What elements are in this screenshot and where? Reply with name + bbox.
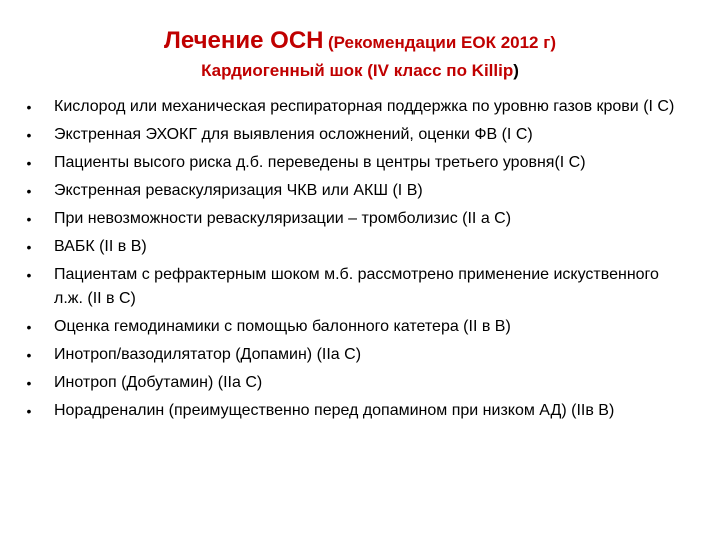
bullet-text: Экстренная реваскуляризация ЧКВ или АКШ (I B) <box>54 182 423 199</box>
bullet-text: Инотроп (Добутамин) (IIa C) <box>54 374 263 391</box>
bullet-icon: • <box>26 403 32 419</box>
slide-title <box>0 26 720 59</box>
bullet-item <box>22 343 682 367</box>
bullet-list <box>22 95 682 427</box>
bullet-icon: • <box>26 347 32 363</box>
bullet-item <box>22 371 682 395</box>
bullet-item <box>22 151 682 175</box>
bullet-icon: • <box>26 267 32 283</box>
bullet-item <box>22 235 682 259</box>
slide-subtitle-close-paren: ) <box>513 61 519 80</box>
bullet-text: Норадреналин (преимущественно перед допамином при низком АД) (IIв B) <box>54 402 615 419</box>
bullet-text: Пациенты высого риска д.б. переведены в центры третьего уровня(I C) <box>54 154 586 171</box>
bullet-text: Инотроп/вазодилятатор (Допамин) (IIa C) <box>54 346 362 363</box>
bullet-icon: • <box>26 319 32 335</box>
bullet-text: Кислород или механическая респираторная поддержка по уровню газов крови (I C) <box>54 98 675 115</box>
bullet-icon: • <box>26 375 32 391</box>
bullet-text: ВАБК (II в B) <box>54 238 147 255</box>
slide-title-main: Лечение ОСН <box>164 27 324 54</box>
bullet-icon: • <box>26 127 32 143</box>
bullet-item <box>22 263 682 311</box>
bullet-icon: • <box>26 211 32 227</box>
bullet-item <box>22 123 682 147</box>
bullet-item <box>22 179 682 203</box>
slide-subtitle <box>0 58 720 84</box>
bullet-icon: • <box>26 239 32 255</box>
bullet-text: Пациентам с рефрактерным шоком м.б. рассмотрено применение искуственного л.ж. (II в C) <box>54 266 659 307</box>
bullet-icon: • <box>26 183 32 199</box>
bullet-icon: • <box>26 155 32 171</box>
bullet-item <box>22 399 682 423</box>
bullet-text: Оценка гемодинамики с помощью балонного катетера (II в B) <box>54 318 511 335</box>
bullet-item <box>22 315 682 339</box>
bullet-text: Экстренная ЭХОКГ для выявления осложнений, оценки ФВ (I C) <box>54 126 533 143</box>
slide-subtitle-text: Кардиогенный шок (IV класс по Killip <box>201 61 514 80</box>
bullet-item <box>22 207 682 231</box>
bullet-text: При невозможности реваскуляризации – тромболизис (II a C) <box>54 210 512 227</box>
bullet-item <box>22 95 682 119</box>
slide-title-note: (Рекомендации ЕОК 2012 г) <box>327 33 556 52</box>
bullet-icon: • <box>26 99 32 115</box>
